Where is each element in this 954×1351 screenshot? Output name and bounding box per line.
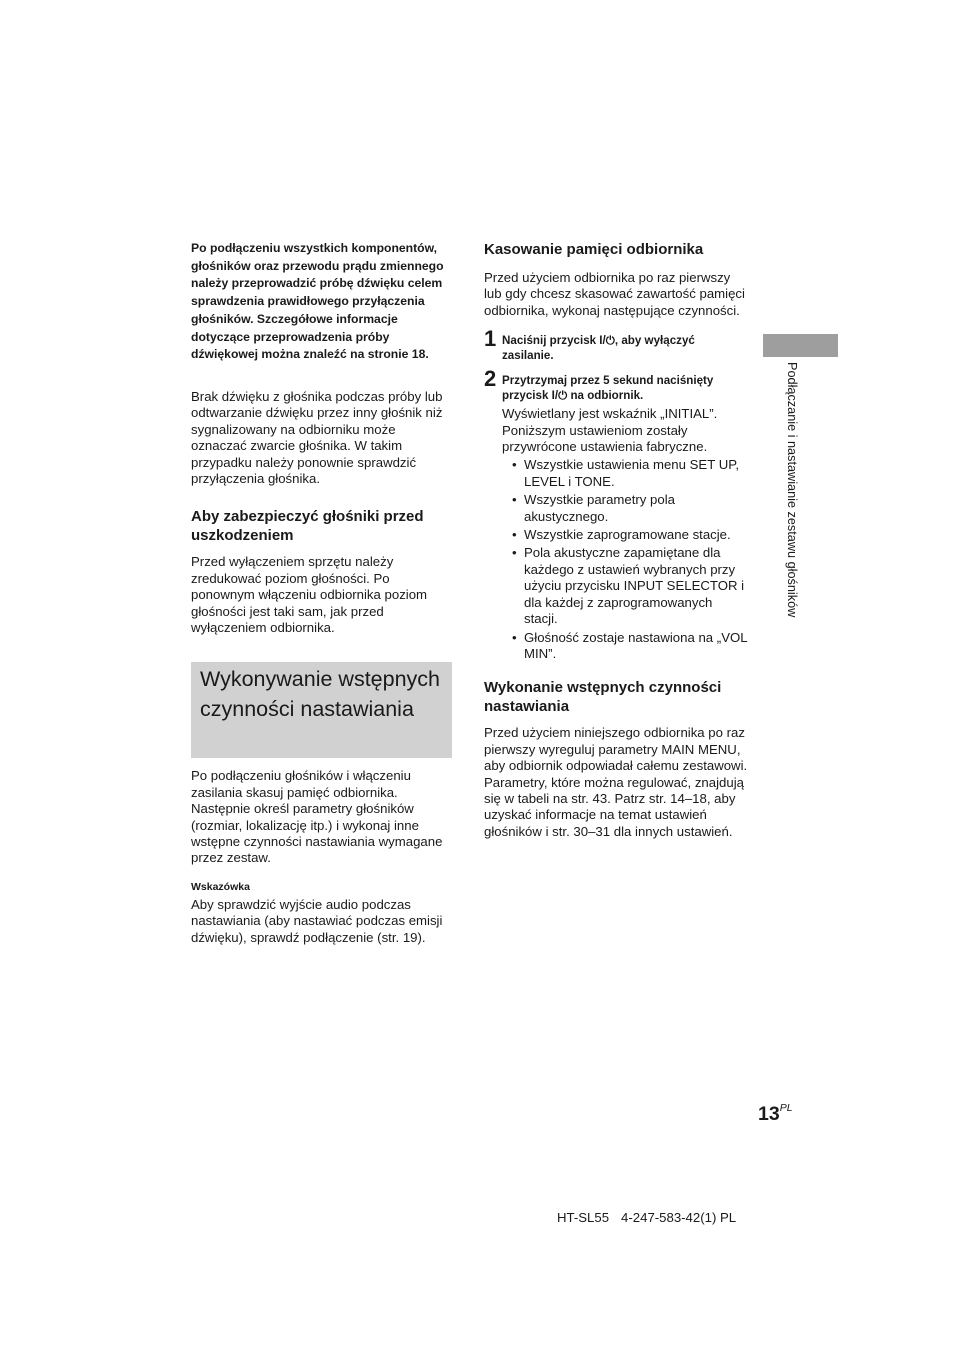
page-number: $13^{PL}$: [758, 1102, 793, 1125]
tip-paragraph: Aby sprawdzić wyjście audio podczas nastawiania (aby nastawiać podczas emisji dźwięku), sprawdź podłączenie (str. 19).: [191, 896, 443, 945]
warning-paragraph: Brak dźwięku z głośnika podczas próby lub odtwarzanie dźwięku przez inny głośnik niż sygnalizowany na odbiorniku może oznaczać zwarcie głośnika. W takim przypadku należy ponownie sprawdzić przyłączenia głośnika.: [191, 388, 443, 486]
section-title: Wykonywanie wstępnych czynności nastawiania: [200, 667, 440, 721]
left-column: [191, 240, 453, 946]
step-1-number: 1: [484, 326, 497, 352]
sidebar-section-label: [786, 362, 802, 682]
initial-setup-paragraph: Przed użyciem niniejszego odbiornika po raz pierwszy wyreguluj parametry MAIN MENU, aby odbiornik odpowiadał całemu zestawowi. Parametry, które można regulować, znajdują się w tabeli na str. 43. Patrz str. 14–18, aby uzyskać informacje na temat ustawień głośników i str. 30–31 dla innych ustawień.: [484, 725, 748, 839]
reset-paragraph: Przed użyciem odbiornika po raz pierwszy lub gdy chcesz skasować zawartość pamięci odbiornika, wykonaj następujące czynności.: [484, 270, 745, 318]
list-item: • Pola akustyczne zapamiętane dla każdego z ustawień wybranych przy użyciu przycisku INPUT SELECTOR i dla każdej z zaprogramowanych stacji.: [512, 545, 745, 627]
initial-setup-heading: Wykonanie wstępnych czynności nastawiania: [484, 679, 722, 716]
bullet-icon: •: [512, 629, 517, 645]
step-1: [484, 326, 748, 363]
section-tab-marker: [763, 334, 838, 357]
bullet-icon: •: [512, 457, 517, 473]
sidebar-label-text: Podłączanie i nastawianie zestawu głośników: [785, 362, 799, 618]
step-2-instruction: Przytrzymaj przez 5 sekund naciśnięty przycisk I/⏻ na odbiornik.: [502, 374, 714, 403]
list-item: • Głośność zostaje nastawiona na „VOL MIN”.: [512, 629, 748, 661]
list-item: • Wszystkie zaprogramowane stacje.: [512, 527, 731, 543]
intro-note: Po podłączeniu wszystkich komponentów, głośników oraz przewodu prądu zmiennego należy przeprowadzić próbę dźwięku celem sprawdzenia prawidłowego przyłączenia głośników. Szczegółowe informacje dotyczące przeprowadzenia próby dźwiękowej można znaleźć na stronie 18.: [191, 241, 444, 362]
tip-label: Wskazówka: [191, 880, 250, 893]
step-2: [484, 366, 748, 662]
footer-model: HT-SL55: [557, 1210, 610, 1225]
footer-part-number: 4-247-583-42(1) PL: [621, 1210, 737, 1225]
list-item: • Wszystkie ustawienia menu SET UP, LEVEL i TONE.: [512, 457, 739, 489]
step-2-description: Wyświetlany jest wskaźnik „INITIAL”. Poniższym ustawieniom zostały przywrócone ustawienia fabryczne.: [502, 406, 718, 455]
bullet-icon: •: [512, 492, 517, 508]
bullet-icon: •: [512, 527, 517, 543]
right-column: [484, 240, 748, 840]
bullet-icon: •: [512, 545, 517, 561]
step-2-number: 2: [484, 366, 497, 392]
protect-heading: Aby zabezpieczyć głośniki przed uszkodzeniem: [191, 508, 424, 545]
page-lang-suffix: PL: [779, 1102, 793, 1114]
reset-items-list: [502, 457, 748, 662]
setup-intro-paragraph: Po podłączeniu głośników i włączeniu zasilania skasuj pamięć odbiornika. Następnie określ parametry głośników (rozmiar, lokalizację itp.) i wykonaj inne wstępne czynności nastawiania wymagane przez zestaw.: [191, 768, 443, 866]
footer-code: [557, 1209, 736, 1227]
section-banner: [191, 662, 452, 758]
step-1-instruction: Naciśnij przycisk I/⏻, aby wyłączyć zasilanie.: [502, 334, 695, 363]
list-item: • Wszystkie parametry pola akustycznego.: [512, 492, 675, 524]
reset-heading: Kasowanie pamięci odbiornika: [484, 241, 704, 258]
protect-paragraph: Przed wyłączeniem sprzętu należy zredukować poziom głośności. Po ponownym włączeniu odbiornika poziom głośności jest taki sam, jak przed wyłączeniem odbiornika.: [191, 554, 428, 635]
